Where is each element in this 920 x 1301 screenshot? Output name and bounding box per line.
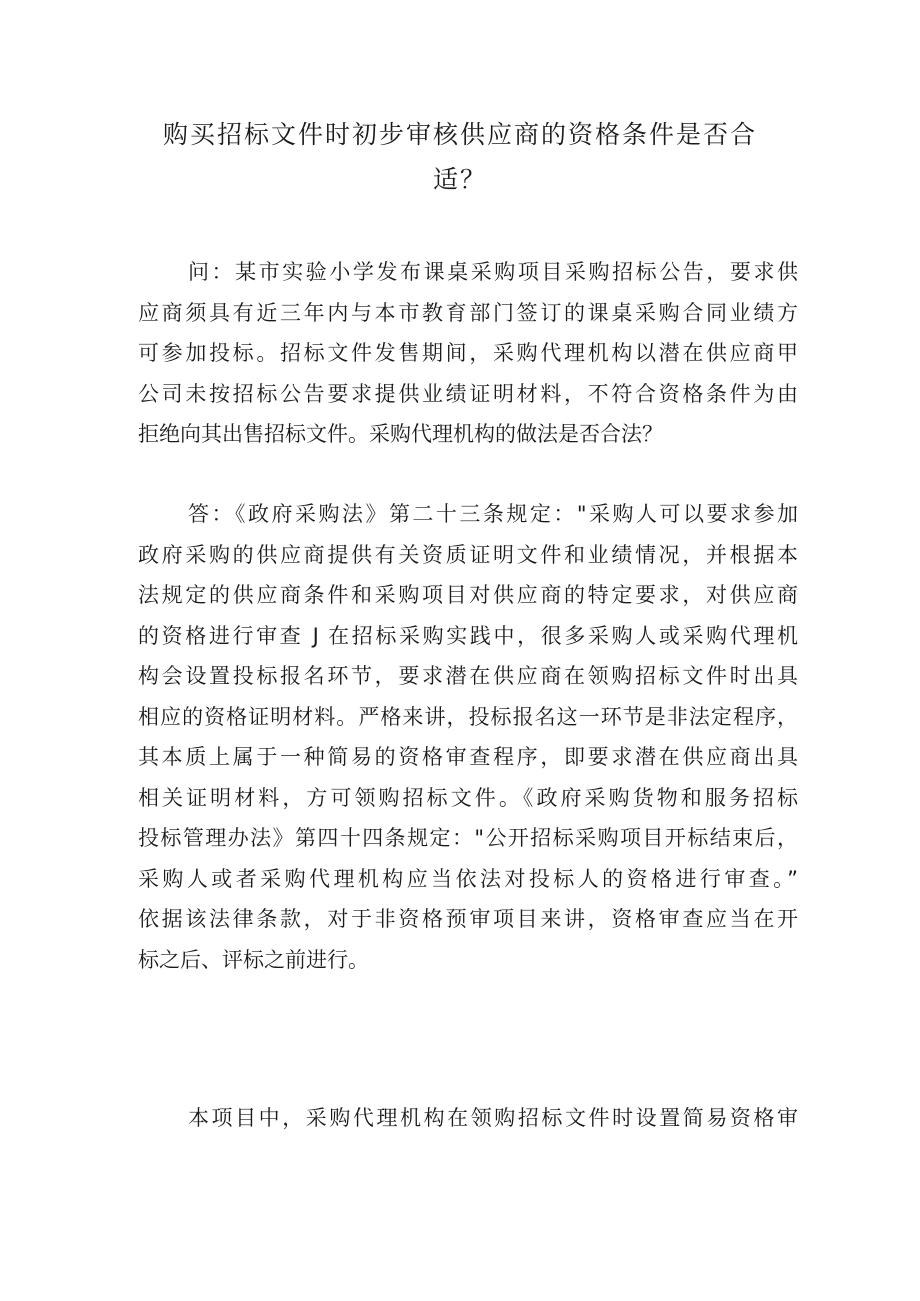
- conclusion-paragraph: [138, 1098, 798, 1139]
- text-line: 问：某市实验小学发布课桌采购项目采购招标公告，要求供: [188, 260, 798, 284]
- text-line: 相关证明材料，方可领购招标文件。《政府采购货物和服务招标: [138, 785, 798, 810]
- text-line: 采购人或者采购代理机构应当依法对投标人的资格进行审查。”: [138, 866, 798, 891]
- question-paragraph: [138, 252, 798, 455]
- text-line: 公司未按招标公告要求提供业绩证明材料，不符合资格条件为由: [138, 381, 798, 406]
- text-line: 本项目中，采购代理机构在领购招标文件时设置简易资格审: [188, 1106, 798, 1130]
- text-line: 拒绝向其出售招标文件。采购代理机构的做法是否合法？: [138, 422, 663, 446]
- text-line: 构会设置投标报名环节，要求潜在供应商在领购招标文件时出具: [138, 664, 798, 688]
- text-line: 政府采购的供应商提供有关资质证明文件和业绩情况，并根据本: [138, 542, 798, 567]
- document-title: [130, 112, 790, 202]
- text-line: 依据该法律条款，对于非资格预审项目来讲，资格审查应当在开: [138, 907, 798, 931]
- text-line: 法规定的供应商条件和采购项目对供应商的特定要求，对供应商: [138, 583, 798, 607]
- text-line: 应商须具有近三年内与本市教育部门签订的课桌采购合同业绩方: [138, 300, 798, 325]
- text-line: 相应的资格证明材料。严格来讲，投标报名这一环节是非法定程序，: [138, 704, 798, 729]
- title-line: 购买招标文件时初步审核供应商的资格条件是否合: [162, 120, 757, 149]
- text-line: 其本质上属于一种简易的资格审查程序，即要求潜在供应商出具: [138, 745, 798, 769]
- text-line: 标之后、评标之前进行。: [138, 947, 369, 972]
- title-line: 适？: [432, 165, 487, 194]
- text-line: 可参加投标。招标文件发售期间，采购代理机构以潜在供应商甲: [138, 341, 798, 365]
- text-line: 投标管理办法》第四十四条规定："公开招标采购项目开标结束后，: [138, 826, 798, 850]
- answer-paragraph: [138, 494, 798, 980]
- text-line: 的资格进行审查 J 在招标采购实践中，很多采购人或采购代理机: [138, 623, 798, 648]
- text-line: 答：《政府采购法》第二十三条规定："采购人可以要求参加: [188, 502, 798, 526]
